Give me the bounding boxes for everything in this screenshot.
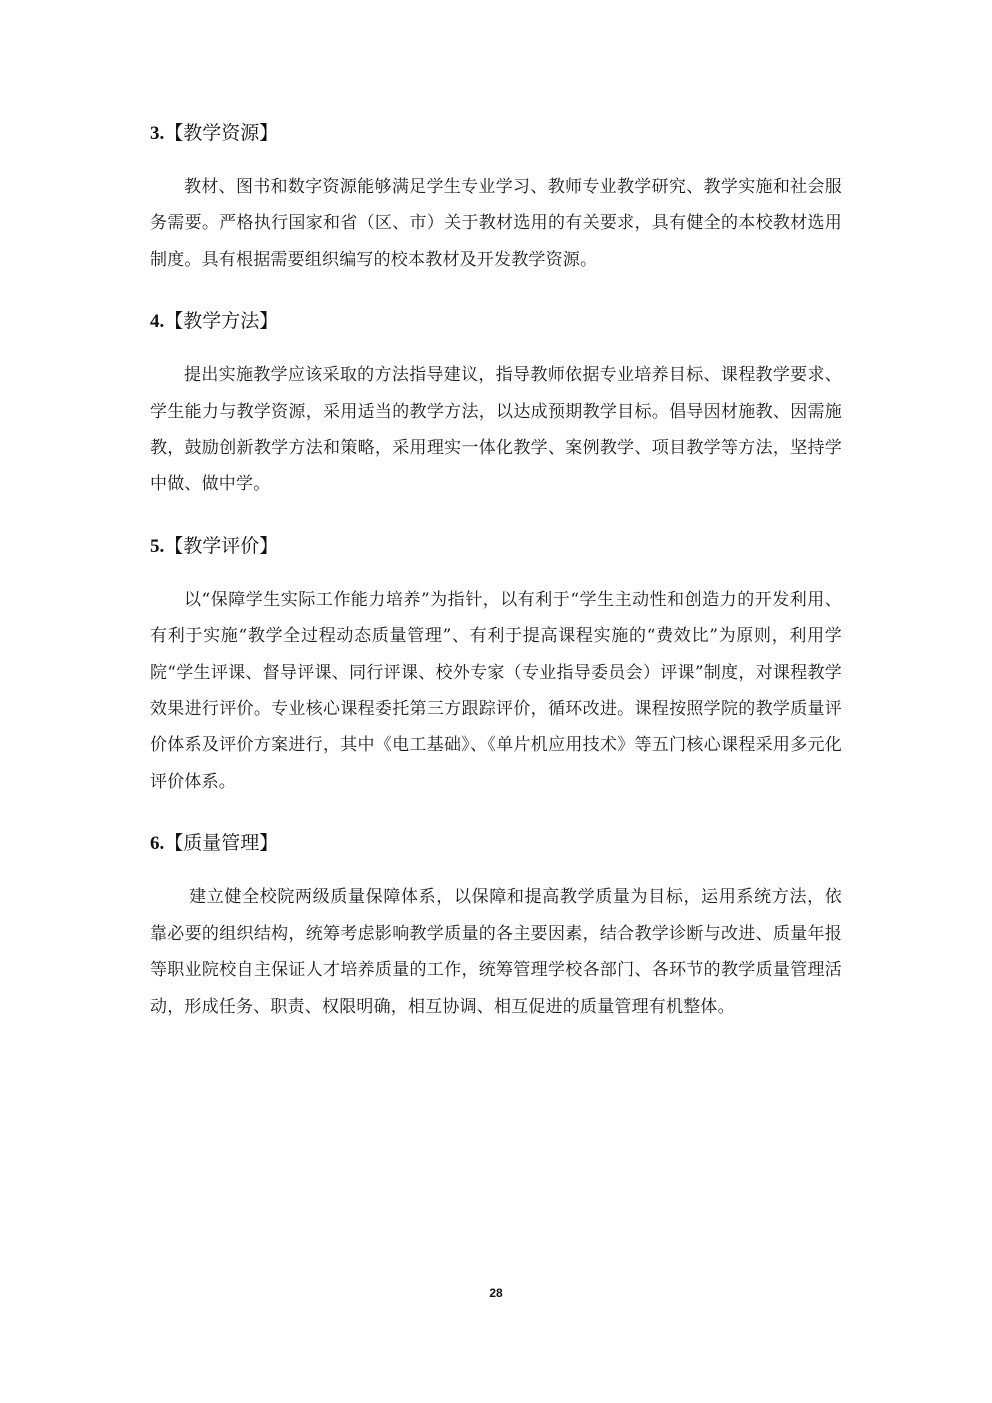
section-quality-management [150,828,842,1025]
section-heading [150,828,842,859]
section-teaching-evaluation [150,531,842,800]
section-teaching-methods [150,306,842,503]
section-title: 【教学资源】 [164,122,279,144]
section-teaching-resources [150,118,842,278]
page-content [150,118,842,1025]
section-title: 【质量管理】 [164,832,279,855]
page-number: 28 [489,1286,503,1300]
section-number: 4. [150,311,165,333]
section-body: 提出实施教学应该采取的方法指导建议，指导教师依据专业培养目标、课程教学要求、学生能力与教学资源，采用适当的教学方法，以达成预期教学目标。倡导因材施教、因需施教，鼓励创新教学方法和策略，采用理实一体化教学、案例教学、项目教学等方法，坚持学中做、做中学。 [150,365,842,495]
section-heading [150,531,842,562]
section-body: 教材、图书和数字资源能够满足学生专业学习、教师专业教学研究、教学实施和社会服务需要。严格执行国家和省（区、市）关于教材选用的有关要求，具有健全的本校教材选用制度。具有根据需要组织编写的校本教材及开发教学资源。 [150,177,842,270]
section-number: 6. [150,833,165,855]
section-title: 【教学方法】 [164,310,279,333]
section-body: 以“保障学生实际工作能力培养”为指针，以有利于“学生主动性和创造力的开发利用、有利于实施“教学全过程动态质量管理”、有利于提高课程实施的“费效比”为原则，利用学院“学生评课、督导评课、同行评课、校外专家（专业指导委员会）评课”制度，对课程教学效果进行评价。专业核心课程委托第三方跟踪评价，循环改进。课程按照学院的教学质量评价体系及评价方案进行，其中《电工基础》、《单片机应用技术》等五门核心课程采用多元化评价体系。 [150,589,842,792]
section-heading [150,306,842,337]
section-title: 【教学评价】 [164,534,279,557]
section-number: 5. [150,535,165,557]
section-body: 建立健全校院两级质量保障体系，以保障和提高教学质量为目标，运用系统方法，依靠必要的组织结构，统筹考虑影响教学质量的各主要因素，结合教学诊断与改进、质量年报等职业院校自主保证人才培养质量的工作，统筹管理学校各部门、各环节的教学质量管理活动，形成任务、职责、权限明确，相互协调、相互促进的质量管理有机整体。 [150,887,842,1017]
section-number: 3. [150,123,165,144]
section-heading [150,118,842,149]
